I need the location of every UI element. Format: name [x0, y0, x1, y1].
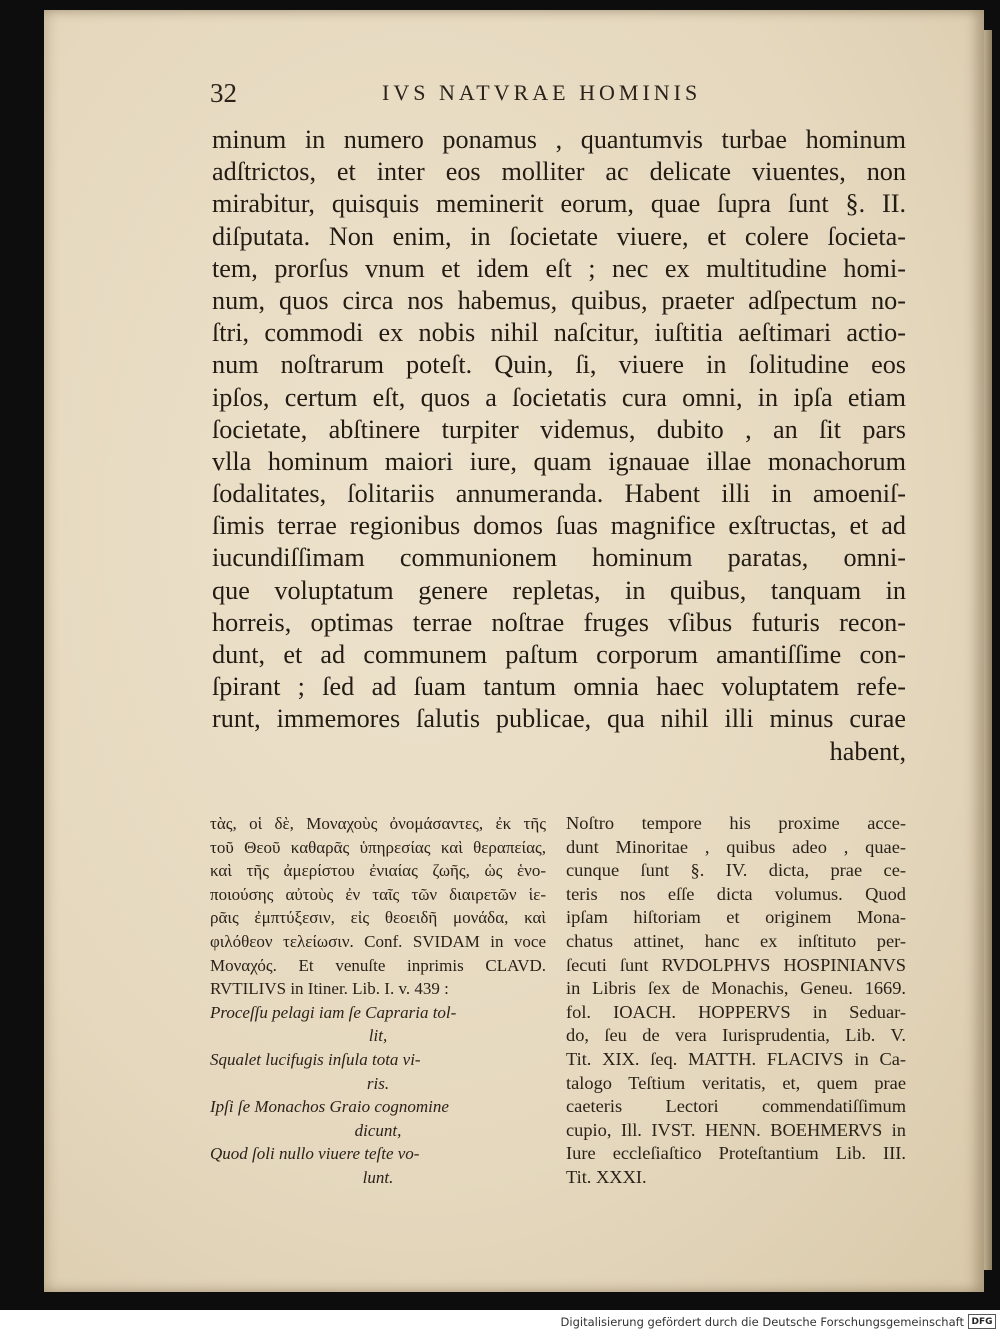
- footnote-line: ρᾶις ἐμπτύξεσιν, εἰς θεοειδῆ μονάδα, καὶ: [210, 908, 546, 928]
- footnote-line: Noſtro tempore his proxime acce-: [566, 813, 906, 833]
- footnote-line: ris.: [366, 1073, 390, 1093]
- text-line: habent,: [829, 736, 906, 766]
- footnote-line: ſecuti ſunt RVDOLPHVS HOSPINIANVS: [566, 954, 906, 975]
- footnote-line: teris nos eſſe dicta volumus. Quod: [566, 883, 906, 904]
- text-line: que voluptatum genere repletas, in quibus, tanquam in: [212, 575, 906, 605]
- running-head-title: IVS NATVRAE HOMINIS: [382, 80, 702, 105]
- footnote-line: dunt Minoritae , quibus adeo , quae-: [566, 836, 906, 857]
- footnote-line: do, ſeu de vera Iurisprudentia, Lib. V.: [566, 1025, 906, 1046]
- footnote-line: Ipſi ſe Monachos Graio cognomine: [210, 1097, 449, 1117]
- text-line: minum in numero ponamus , quantumvis turbae hominum: [212, 125, 906, 154]
- text-line: dunt, et ad communem paſtum corporum amantiſſime con-: [212, 640, 906, 669]
- footnote-line: lit,: [368, 1026, 388, 1046]
- text-line: adſtrictos, et inter eos molliter ac delicate viuentes, non: [212, 157, 906, 187]
- text-line: runt, immemores ſalutis publicae, qua nihil illi minus curae: [212, 704, 906, 734]
- footnote-line: Quod ſoli nullo viuere teſte vo-: [210, 1144, 420, 1164]
- footnote-line: cunque ſunt §. IV. dicta, prae ce-: [566, 860, 906, 881]
- text-line: ſtri, commodi ex nobis nihil naſcitur, iuſtitia aeſtimari actio-: [212, 318, 906, 348]
- text-line: num noſtrarum poteſt. Quin, ſi, viuere in ſolitudine eos: [212, 350, 906, 380]
- text-line: tem, prorſus vnum et idem eſt ; nec ex multitudine homi-: [212, 253, 906, 283]
- footnote-line: fol. IOACH. HOPPERVS in Seduar-: [566, 1001, 906, 1022]
- text-line: ſodalitates, ſolitariis annumeranda. Habent illi in amoeniſ-: [212, 479, 906, 509]
- dfg-logo: DFG: [968, 1314, 996, 1329]
- text-line: vlla hominum maiori iure, quam ignauae illae monachorum: [212, 446, 906, 476]
- text-line: ſocietate, abſtinere turpiter videmus, dubito , an ſit pars: [212, 414, 906, 444]
- viewer-footer: [0, 1310, 1000, 1334]
- text-line: ſimis terrae regionibus domos ſuas magnifice exſtructas, et ad: [212, 511, 906, 541]
- text-line: ipſos, certum eſt, quos a ſocietatis cura omni, in ipſa etiam: [212, 382, 906, 412]
- footnote-line: caeteris Lectori commendatiſſimum: [566, 1096, 906, 1117]
- text-line: ſpirant ; ſed ad ſuam tantum omnia haec voluptatem refe-: [212, 672, 906, 702]
- footnote-line: chatus attinet, hanc ex inſtituto per-: [566, 930, 906, 951]
- footnote-line: Μοναχός. Et venuſte inprimis CLAVD.: [210, 955, 546, 975]
- footnote-right-column: [566, 812, 906, 1190]
- funding-note: Digitalisierung gefördert durch die Deutsche Forschungsgemeinschaft: [560, 1315, 964, 1329]
- text-line: mirabitur, quisquis meminerit eorum, quae ſupra ſunt §. II.: [212, 189, 906, 219]
- footnote-line: cupio, Ill. IVST. HENN. BOEHMERVS in: [566, 1119, 906, 1140]
- main-text-block: [212, 124, 906, 768]
- footnote-line: RVTILIVS in Itiner. Lib. I. v. 439 :: [210, 979, 449, 999]
- footnote-line: ipſam hiſtoriam et originem Mona-: [566, 907, 906, 928]
- footnote-line: talogo Teſtium veritatis, et, quem prae: [566, 1072, 906, 1093]
- text-line: diſputata. Non enim, in ſocietate viuere, et colere ſocieta-: [212, 221, 906, 251]
- footnote-line: dicunt,: [354, 1120, 402, 1140]
- footnote-line: τοῦ Θεοῦ καθαρᾶς ὑπηρεσίας καὶ θεραπείας,: [210, 837, 546, 857]
- page-number: 32: [210, 78, 237, 108]
- footnote-line: καὶ τῆς ἀμερίστου ἐνιαίας ζωῆς, ὡς ἑνο-: [210, 861, 546, 881]
- footnote-line: Squalet lucifugis inſula tota vi-: [210, 1049, 421, 1069]
- footnote-line: Tit. XXXI.: [566, 1166, 647, 1187]
- footnote-line: ποιούσης αὐτοὺς ἐν ταῖς τῶν διαιρετῶν ἱε-: [210, 884, 546, 904]
- footnote-line: Proceſſu pelagi iam ſe Capraria tol-: [210, 1002, 457, 1022]
- running-head: [210, 78, 910, 114]
- footnote-line: τὰς, οἱ δὲ, Μοναχοὺς ὀνομάσαντες, ἐκ τῆς: [210, 814, 546, 833]
- text-line: iucundiſſimam communionem hominum paratas, omni-: [212, 543, 906, 573]
- footnote-line: Tit. XIX. ſeq. MATTH. FLACIVS in Ca-: [566, 1048, 906, 1069]
- footnote-line: lunt.: [362, 1167, 394, 1187]
- footnote-line: in Libris ſex de Monachis, Geneu. 1669.: [566, 978, 906, 999]
- footnote-left-column: [210, 812, 546, 1190]
- footnote-line: Iure eccleſiaſtico Proteſtantium Lib. III.: [566, 1143, 906, 1164]
- footnote-line: φιλόθεον τελείωσιν. Conf. SVIDAM in voce: [210, 931, 546, 951]
- text-line: horreis, optimas terrae noſtrae fruges vſibus futuris recon-: [212, 607, 906, 637]
- text-line: num, quos circa nos habemus, quibus, praeter adſpectum no-: [212, 285, 906, 315]
